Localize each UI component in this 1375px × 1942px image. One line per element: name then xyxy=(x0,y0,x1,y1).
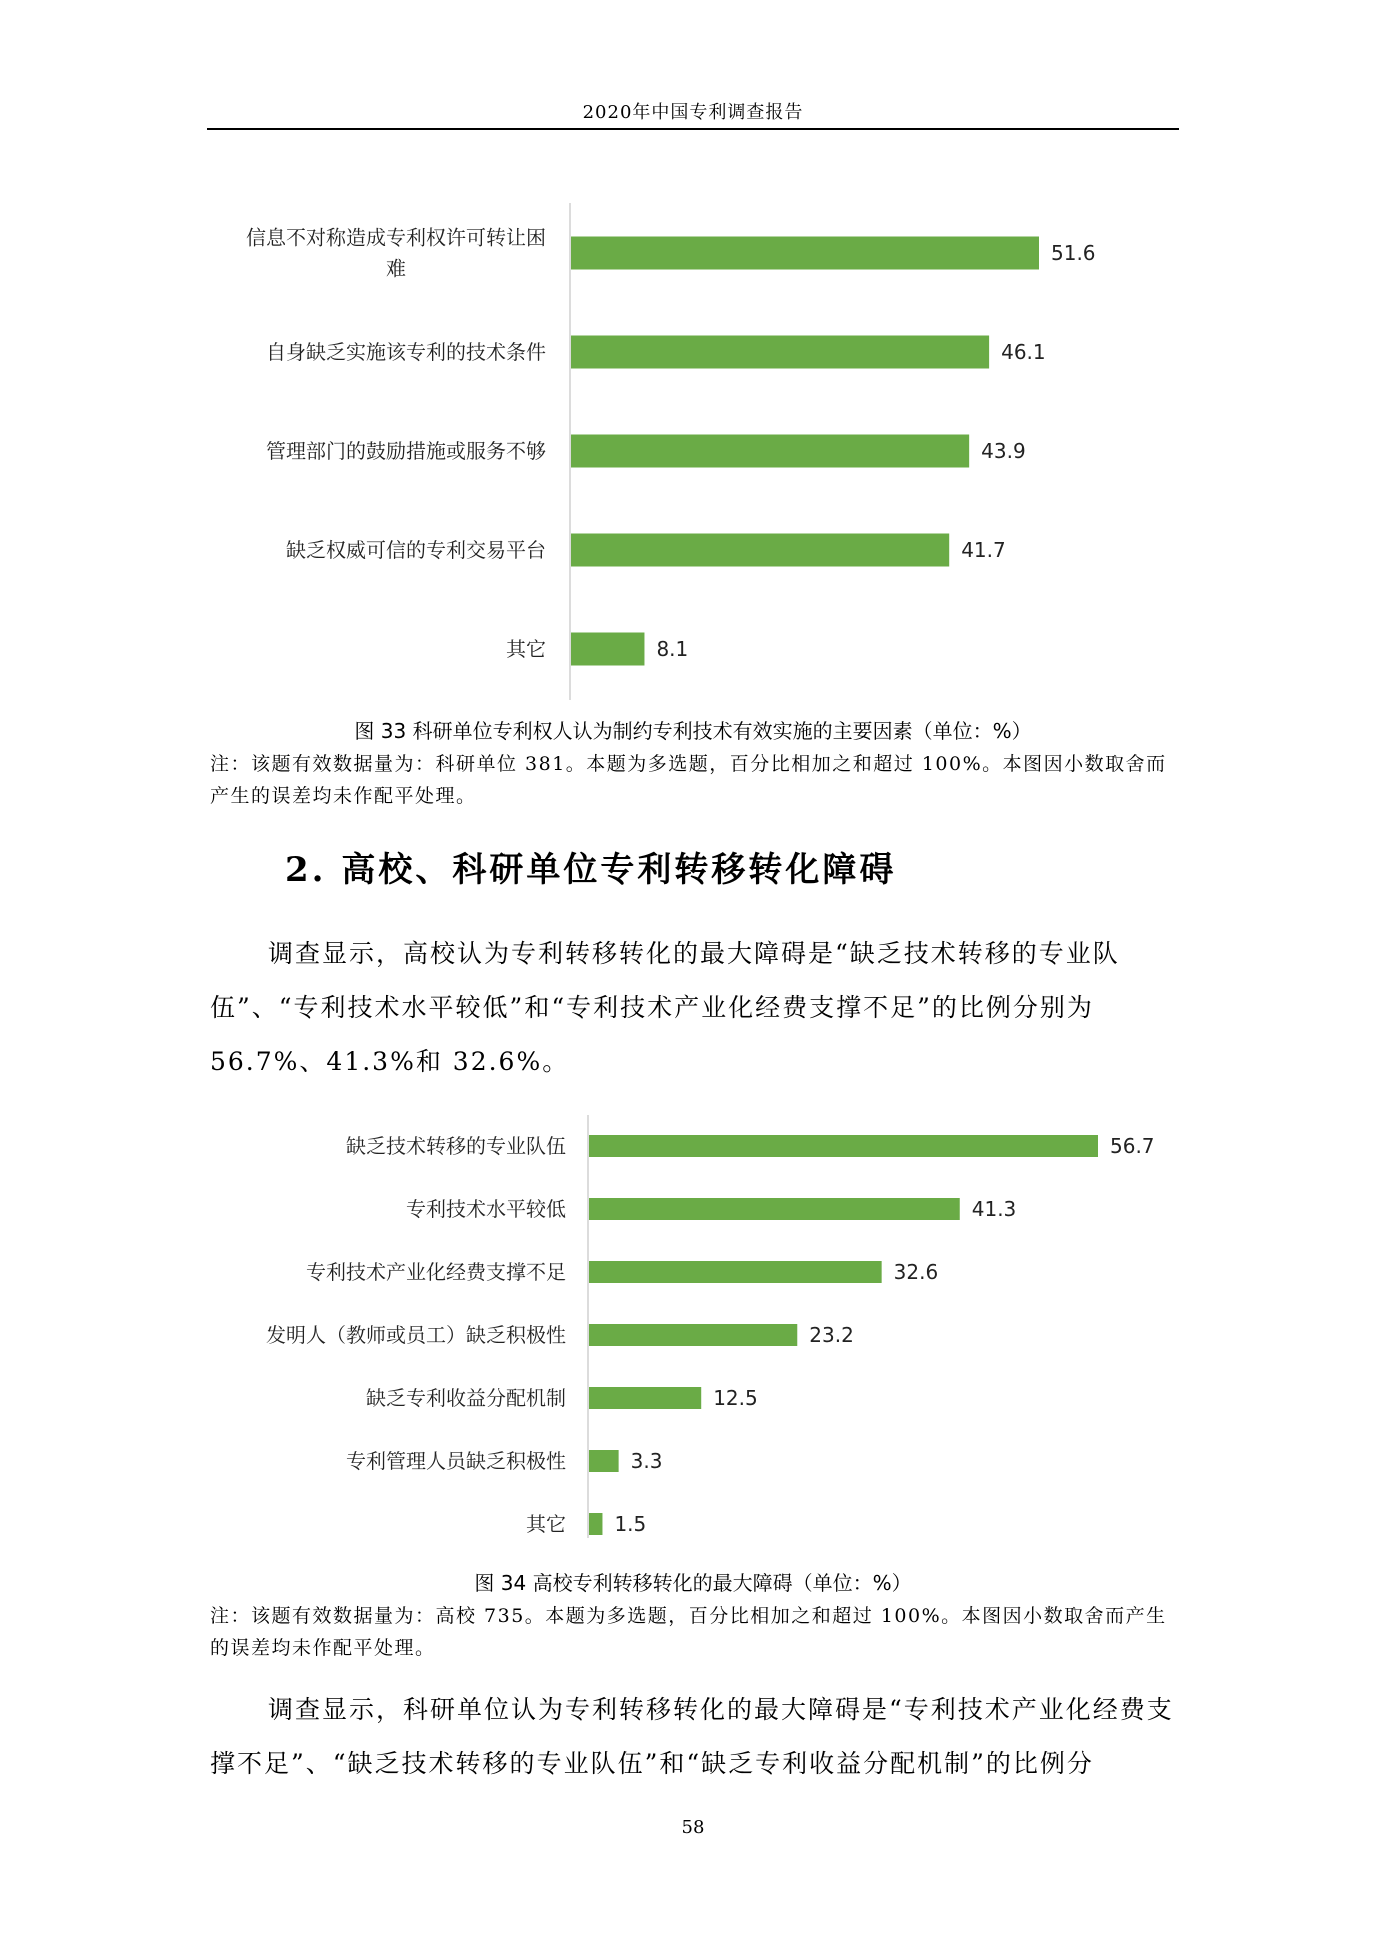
chart-33-value-label: 51.6 xyxy=(1051,241,1096,266)
chart-34-bar xyxy=(589,1198,960,1220)
chart-34-bar xyxy=(589,1513,602,1535)
chart-34-category-label: 缺乏专利收益分配机制 xyxy=(366,1386,566,1411)
chart-33-category-label: 管理部门的鼓励措施或服务不够 xyxy=(266,439,546,464)
page-number: 58 xyxy=(681,1817,705,1838)
chart-33-category-label: 缺乏权威可信的专利交易平台 xyxy=(286,538,546,563)
chart-34-svg xyxy=(0,1110,1375,1540)
header-rule xyxy=(207,128,1179,130)
chart-34-bar xyxy=(589,1261,882,1283)
chart-34-value-label: 1.5 xyxy=(614,1512,647,1537)
chart-33-category-label: 自身缺乏实施该专利的技术条件 xyxy=(266,340,546,365)
chart-34-value-label: 32.6 xyxy=(893,1260,939,1285)
chart-34-caption: 图 34 高校专利转移转化的最大障碍（单位：%） xyxy=(474,1571,912,1595)
chart-33-svg xyxy=(0,195,1375,705)
paragraph-2-text: 调查显示，科研单位认为专利转移转化的最大障碍是“专利技术产业化经费支撑不足”、“缺乏技术转移的专业队伍”和“缺乏专利收益分配机制”的比例分 xyxy=(210,1695,1174,1778)
chart-33-value-label: 43.9 xyxy=(981,439,1026,464)
paragraph-1 xyxy=(210,927,1180,1089)
chart-33-bar xyxy=(571,435,969,468)
chart-34-category-label: 发明人（教师或员工）缺乏积极性 xyxy=(266,1323,566,1348)
chart-34-bar xyxy=(589,1450,619,1472)
chart-34-value-label: 41.3 xyxy=(971,1197,1017,1222)
chart-34-value-label: 12.5 xyxy=(713,1386,758,1411)
chart-33-value-label: 41.7 xyxy=(961,538,1006,563)
section-title: 2. 高校、科研单位专利转移转化障碍 xyxy=(285,850,897,890)
chart-34-category-label: 专利管理人员缺乏积极性 xyxy=(346,1449,566,1474)
running-header: 2020年中国专利调查报告 xyxy=(582,102,804,123)
chart-33-note: 注：该题有效数据量为：科研单位 381。本题为多选题，百分比相加之和超过 100%。本图因小数取舍而产生的误差均未作配平处理。 xyxy=(210,753,1167,807)
chart-34-category-label: 其它 xyxy=(526,1512,566,1537)
chart-33-category-label: 难 xyxy=(386,256,406,281)
chart-34-category-label: 专利技术产业化经费支撑不足 xyxy=(306,1260,566,1285)
chart-33-caption: 图 33 科研单位专利权人认为制约专利技术有效实施的主要因素（单位：%） xyxy=(354,719,1032,743)
chart-33-category-label: 信息不对称造成专利权许可转让困 xyxy=(246,225,546,250)
chart-33-value-label: 8.1 xyxy=(656,637,689,662)
chart-34-bar xyxy=(589,1135,1098,1157)
chart-33-value-label: 46.1 xyxy=(1001,340,1046,365)
chart-34-value-label: 23.2 xyxy=(809,1323,854,1348)
chart-34-value-label: 3.3 xyxy=(630,1449,663,1474)
chart-33 xyxy=(0,195,1375,705)
chart-33-bar xyxy=(571,633,644,666)
chart-34-bar xyxy=(589,1387,701,1409)
chart-33-bar xyxy=(571,336,989,369)
chart-33-bar xyxy=(571,237,1039,270)
paragraph-2 xyxy=(210,1683,1180,1791)
chart-34 xyxy=(0,1110,1375,1540)
paragraph-1-text: 调查显示，高校认为专利转移转化的最大障碍是“缺乏技术转移的专业队伍”、“专利技术水平较低”和“专利技术产业化经费支撑不足”的比例分别为 56.7%、41.3%和 32.6%。 xyxy=(210,939,1120,1076)
chart-34-note: 注：该题有效数据量为：高校 735。本题为多选题，百分比相加之和超过 100%。本图因小数取舍而产生的误差均未作配平处理。 xyxy=(210,1605,1167,1659)
chart-34-value-label: 56.7 xyxy=(1110,1134,1155,1159)
chart-34-category-label: 专利技术水平较低 xyxy=(406,1197,566,1222)
chart-33-bar xyxy=(571,534,949,567)
chart-33-category-label: 其它 xyxy=(506,637,546,662)
chart-34-category-label: 缺乏技术转移的专业队伍 xyxy=(346,1134,566,1159)
chart-34-bar xyxy=(589,1324,797,1346)
